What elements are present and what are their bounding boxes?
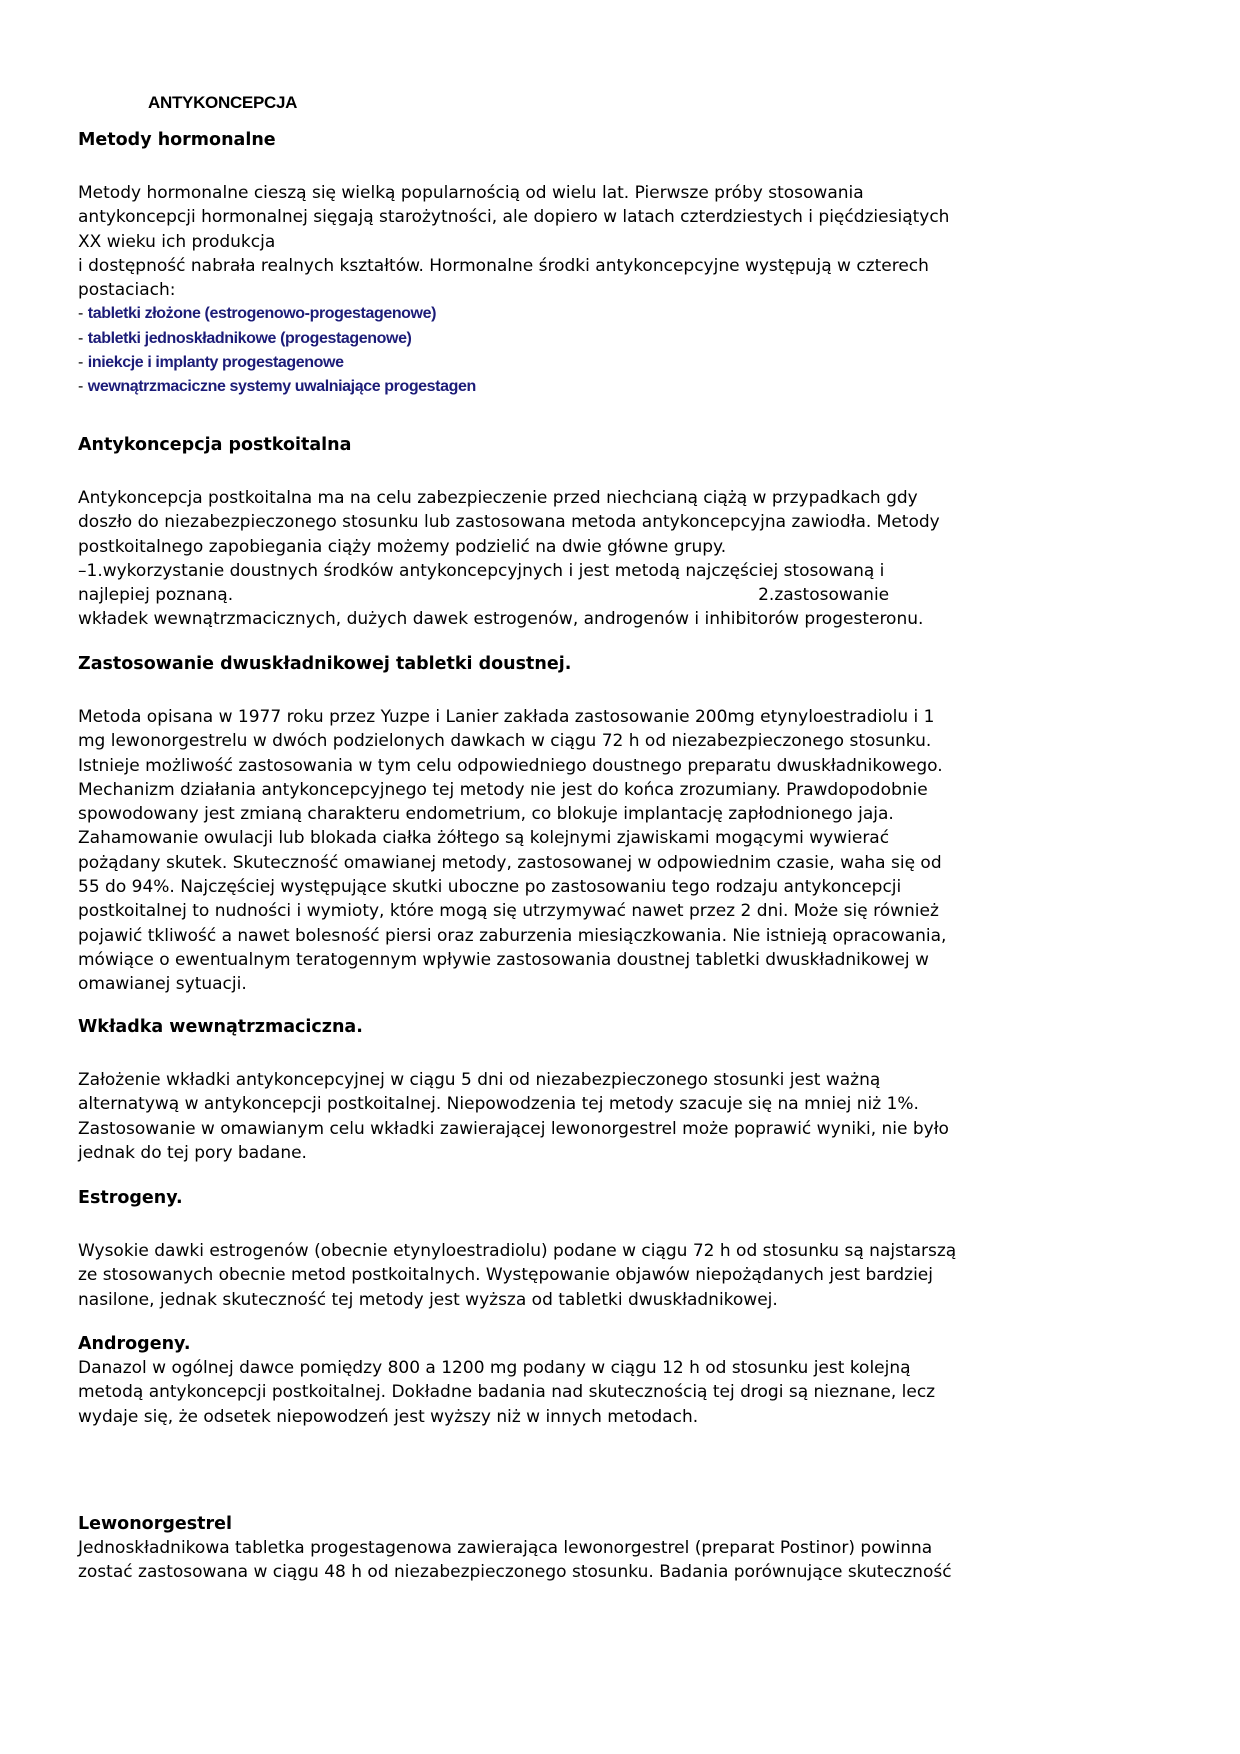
section-heading: Lewonorgestrel: [78, 1514, 232, 1534]
document-title: ANTYKONCEPCJA: [148, 93, 298, 112]
text-line: wkładek wewnątrzmacicznych, dużych dawek estrogenów, androgenów i inhibitorów progesteronu.: [78, 609, 924, 630]
section-heading: Zastosowanie dwuskładnikowej tabletki doustnej.: [78, 654, 572, 674]
paragraph: [78, 181, 1180, 302]
text-line: postaciach:: [78, 280, 176, 301]
section-heading: Wkładka wewnątrzmaciczna.: [78, 1017, 363, 1037]
text-line: doszło do niezabezpieczonego stosunku lub zastosowana metoda antykoncepcyjna zawiodła. Metody: [78, 512, 940, 533]
text-line: antykoncepcji hormonalnej sięgają starożytności, ale dopiero w latach czterdziestych i pięćdziesiątych: [78, 207, 950, 228]
text-line: XX wieku ich produkcja: [78, 231, 276, 252]
text-line: wydaje się, że odsetek niepowodzeń jest wyższy niż w innych metodach.: [78, 1406, 699, 1427]
text-line: omawianej sytuacji.: [78, 974, 247, 995]
list-item: - tabletki złożone (estrogenowo-progestagenowe): [78, 305, 437, 323]
section-heading: Androgeny.: [78, 1334, 191, 1354]
paragraph: [78, 486, 1180, 632]
text-line: Metoda opisana w 1977 roku przez Yuzpe i Lanier zakłada zastosowanie 200mg etynyloestradiolu i 1: [78, 707, 935, 727]
section-levonorgestrel: [78, 1512, 1180, 1585]
text-line: Antykoncepcja postkoitalna ma na celu zabezpieczenie przed niechcianą ciążą w przypadkach gdy: [78, 488, 918, 508]
text-line: Mechanizm działania antykoncepcyjnego tej metody nie jest do końca zrozumiany. Prawdopodobnie: [78, 779, 928, 800]
section-estrogens: [78, 1186, 1180, 1312]
text-line: pojawić tkliwość a nawet bolesność piersi oraz zaburzenia miesiączkowania. Nie istnieją opracowania,: [78, 925, 947, 946]
paragraph: [78, 1356, 1180, 1429]
section-hormonal: [78, 128, 1180, 400]
list-item: - wewnątrzmaciczne systemy uwalniające progestagen: [78, 378, 476, 396]
text-line: metodą antykoncepcji postkoitalnej. Dokładne badania nad skutecznością tej drogi są nieznane, lecz: [78, 1382, 936, 1403]
text-line: jednak do tej pory badane.: [78, 1142, 307, 1163]
section-androgens: [78, 1332, 1180, 1429]
paragraph: [78, 1068, 1180, 1165]
text-line: postkoitalnego zapobiegania ciąży możemy podzielić na dwie główne grupy.: [78, 536, 727, 557]
text-line: Danazol w ogólnej dawce pomiędzy 800 a 1200 mg podany w ciągu 12 h od stosunku jest kolejną: [78, 1358, 911, 1378]
text-line: –1.wykorzystanie doustnych środków antykoncepcyjnych i jest metodą najczęściej stosowaną i: [78, 560, 885, 581]
paragraph: [78, 705, 1180, 997]
text-line: mówiące o ewentualnym teratogennym wpływie zastosowania doustnej tabletki dwuskładnikowej w: [78, 949, 929, 970]
text-line: Istnieje możliwość zastosowania w tym celu odpowiedniego doustnego preparatu dwuskładnikowego.: [78, 755, 943, 776]
section-iud: [78, 1015, 1180, 1165]
text-line: i dostępność nabrała realnych kształtów. Hormonalne środki antykoncepcyjne występują w czterech: [78, 255, 929, 276]
text-line: nasilone, jednak skuteczność tej metody jest wyższa od tabletki dwuskładnikowej.: [78, 1289, 778, 1310]
text-line: Założenie wkładki antykoncepcyjnej w ciągu 5 dni od niezabezpieczonego stosunki jest ważną: [78, 1070, 881, 1090]
text-line: postkoitalnej to nudności i wymioty, które mogą się utrzymywać nawet przez 2 dni. Może się również: [78, 901, 939, 922]
text-line: Metody hormonalne cieszą się wielką popularnością od wielu lat. Pierwsze próby stosowania: [78, 183, 864, 203]
text-line: Zastosowanie w omawianym celu wkładki zawierającej lewonorgestrel może poprawić wyniki, nie było: [78, 1118, 949, 1139]
paragraph: [78, 1536, 1180, 1585]
text-line: ze stosowanych obecnie metod postkoitalnych. Występowanie objawów niepożądanych jest bardziej: [78, 1265, 933, 1286]
text-line: 55 do 94%. Najczęściej występujące skutki uboczne po zastosowaniu tego rodzaju antykoncepcji: [78, 877, 902, 898]
text-line: spowodowany jest zmianą charakteru endometrium, co blokuje implantację zapłodnionego jaja.: [78, 804, 894, 825]
section-heading: Metody hormonalne: [78, 130, 276, 150]
text-line: alternatywą w antykoncepcji postkoitalnej. Niepowodzenia tej metody szacuje się na mniej niż 1%.: [78, 1094, 919, 1115]
text-line: zostać zastosowana w ciągu 48 h od niezabezpieczonego stosunku. Badania porównujące skuteczność: [78, 1562, 952, 1583]
section-postcoital: [78, 433, 1180, 632]
text-line: mg lewonorgestrelu w dwóch podzielonych dawkach w ciągu 72 h od niezabezpieczonego stosunku.: [78, 731, 932, 752]
list-item: - iniekcje i implanty progestagenowe: [78, 354, 344, 372]
text-line: Wysokie dawki estrogenów (obecnie etynyloestradiolu) podane w ciągu 72 h od stosunku są najstarszą: [78, 1241, 957, 1261]
list-item: - tabletki jednoskładnikowe (progestagenowe): [78, 329, 412, 347]
section-heading: Estrogeny.: [78, 1188, 183, 1208]
section-heading: Antykoncepcja postkoitalna: [78, 435, 352, 455]
text-line: Jednoskładnikowa tabletka progestagenowa zawierająca lewonorgestrel (preparat Postinor) powinna: [78, 1538, 933, 1558]
paragraph: [78, 1239, 1180, 1312]
text-line: najlepiej poznaną. 2.zastosowanie: [78, 585, 890, 606]
section-two-component-pill: [78, 652, 1180, 997]
text-line: Zahamowanie owulacji lub blokada ciałka żółtego są kolejnymi zjawiskami mogącymi wywierać: [78, 828, 890, 849]
hormonal-forms-list: [78, 302, 1180, 399]
text-line: pożądany skutek. Skuteczność omawianej metody, zastosowanej w odpowiednim czasie, waha się od: [78, 852, 942, 873]
